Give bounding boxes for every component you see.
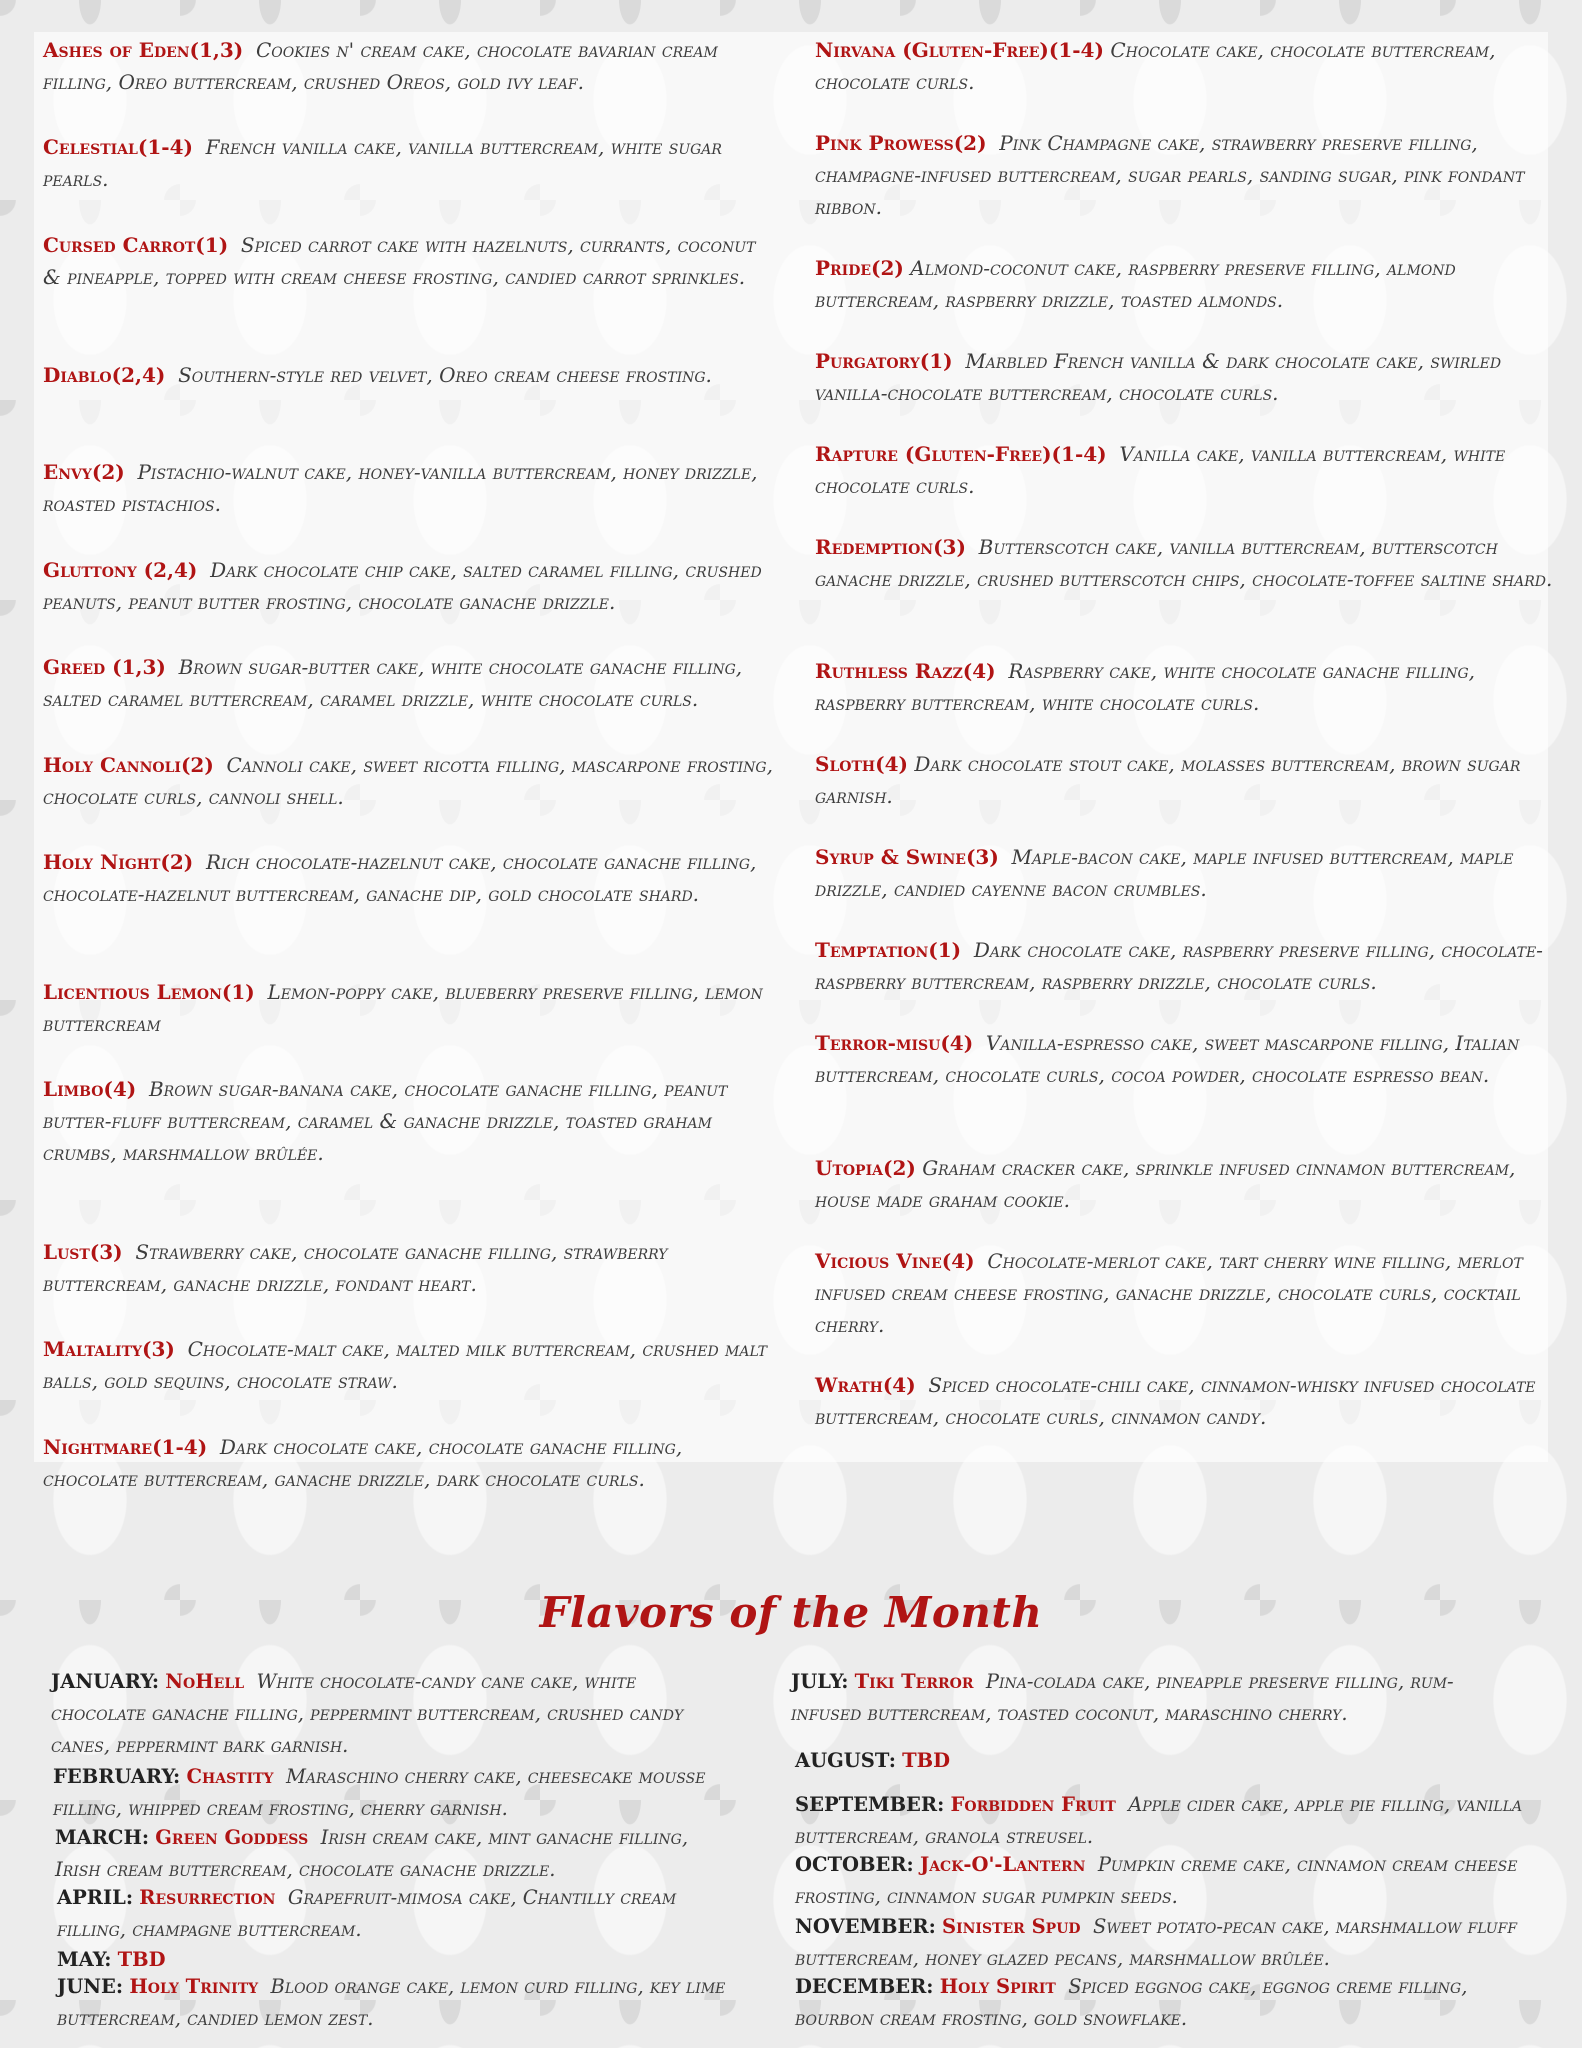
monthly-flavor-name: Jack-O'-Lantern — [919, 1853, 1086, 1876]
flavor-description: Butterscotch cake, vanilla buttercream, butterscotch ganache drizzle, crushed butterscotch chips, chocolate-toffee saltine shard. — [815, 535, 1553, 591]
flavor-description: Chocolate-malt cake, malted milk buttercream, crushed malt balls, gold sequins, chocolate straw. — [43, 1337, 767, 1393]
flavor-item — [43, 359, 712, 391]
flavor-description: Dark chocolate cake, chocolate ganache filling, chocolate buttercream, ganache drizzle, dark chocolate curls. — [43, 1435, 683, 1491]
month-item — [795, 1911, 1525, 1975]
flavor-item — [43, 1073, 773, 1169]
flavor-description: Brown sugar-banana cake, chocolate ganache filling, peanut butter-fluff buttercream, caramel & ganache drizzle, toasted graham crumbs, marshmallow brûlée. — [43, 1077, 728, 1165]
flavor-item — [815, 934, 1555, 998]
flavor-name: Sloth(4) — [815, 752, 908, 776]
month-label: MAY: — [57, 1948, 112, 1971]
flavor-item — [43, 1236, 773, 1300]
flavor-item — [43, 651, 773, 715]
monthly-flavor-name: TBD — [902, 1749, 950, 1772]
month-label: JUNE: — [57, 1975, 124, 1998]
flavor-name: Wrath(4) — [815, 1373, 916, 1397]
flavor-item — [815, 345, 1555, 409]
flavor-item — [815, 655, 1555, 719]
flavor-description: Brown sugar-butter cake, white chocolate ganache filling, salted caramel buttercream, caramel drizzle, white chocolate curls. — [43, 655, 743, 711]
month-item — [57, 1882, 737, 1946]
flavor-description: Pistachio-walnut cake, honey-vanilla buttercream, honey drizzle, roasted pistachios. — [43, 460, 758, 516]
flavor-description: Cookies n' cream cake, chocolate bavarian cream filling, Oreo buttercream, crushed Oreos, gold ivy leaf. — [43, 38, 718, 94]
monthly-flavor-name: Green Goddess — [155, 1826, 309, 1849]
flavor-name: Diablo(2,4) — [43, 363, 166, 387]
section-title: Flavors of the Month — [539, 1588, 1043, 1637]
flavor-name: Nightmare(1-4) — [43, 1435, 208, 1459]
flavor-description: Strawberry cake, chocolate ganache filling, strawberry buttercream, ganache drizzle, fondant heart. — [43, 1240, 668, 1296]
flavor-item — [815, 748, 1555, 812]
flavor-description: Southern-style red velvet, Oreo cream cheese frosting. — [178, 363, 712, 387]
flavor-name: Envy(2) — [43, 460, 125, 484]
monthly-flavor-description: Apple cider cake, apple pie filling, vanilla buttercream, granola streusel. — [795, 1793, 1523, 1848]
flavor-description: Dark chocolate cake, raspberry preserve filling, chocolate-raspberry buttercream, raspberry drizzle, chocolate curls. — [815, 938, 1543, 994]
monthly-flavor-name: Chastity — [186, 1765, 274, 1788]
flavor-description: Rich chocolate-hazelnut cake, chocolate ganache filling, chocolate-hazelnut buttercream, ganache dip, gold chocolate shard. — [43, 850, 757, 906]
flavor-item — [815, 34, 1555, 98]
month-label: APRIL: — [57, 1886, 134, 1909]
monthly-flavor-description: Pumpkin creme cake, cinnamon cream cheese frosting, cinnamon sugar pumpkin seeds. — [795, 1853, 1518, 1908]
flavor-item — [43, 554, 773, 618]
monthly-flavor-name: Forbidden Fruit — [950, 1793, 1116, 1816]
monthly-flavor-description: Grapefruit-mimosa cake, Chantilly cream filling, champagne buttercream. — [57, 1886, 677, 1941]
flavor-item — [43, 34, 773, 98]
month-label: FEBRUARY: — [53, 1765, 181, 1788]
month-label: OCTOBER: — [795, 1853, 914, 1876]
month-item — [795, 1789, 1525, 1853]
flavor-description: Vanilla cake, vanilla buttercream, white chocolate curls. — [815, 442, 1506, 498]
flavor-item — [815, 1027, 1555, 1091]
month-item — [55, 1822, 735, 1886]
monthly-flavor-description: White chocolate-candy cane cake, white chocolate ganache filling, peppermint buttercream, crushed candy canes, peppermint bark garnish. — [51, 1670, 684, 1757]
flavor-item — [815, 1245, 1555, 1341]
month-label: AUGUST: — [795, 1749, 896, 1772]
flavor-name: Rapture (Gluten-Free)(1-4) — [815, 442, 1107, 466]
flavor-item — [43, 749, 773, 813]
flavor-description: Pink Champagne cake, strawberry preserve filling, champagne-infused buttercream, sugar pearls, sanding sugar, pink fondant ribbon. — [815, 131, 1525, 219]
flavor-name: Terror-misu(4) — [815, 1031, 974, 1055]
monthly-flavor-name: Sinister Spud — [942, 1915, 1081, 1938]
month-item — [795, 1971, 1525, 2035]
flavor-item — [43, 846, 773, 910]
flavor-description: French vanilla cake, vanilla buttercream, white sugar pearls. — [43, 135, 722, 191]
monthly-flavor-description: Sweet potato-pecan cake, marshmallow fluff buttercream, honey glazed pecans, marshmallow brûlée. — [795, 1915, 1518, 1970]
flavor-description: Spiced chocolate-chili cake, cinnamon-whisky infused chocolate buttercream, chocolate curls, cinnamon candy. — [815, 1373, 1536, 1429]
flavor-name: Greed (1,3) — [43, 655, 166, 679]
flavor-item — [43, 976, 773, 1040]
flavor-description: Almond-coconut cake, raspberry preserve filling, almond buttercream, raspberry drizzle, toasted almonds. — [815, 256, 1456, 312]
month-item — [51, 1666, 731, 1762]
month-label: JULY: — [791, 1670, 849, 1693]
flavor-item — [815, 438, 1555, 502]
flavor-description: Vanilla-espresso cake, sweet mascarpone filling, Italian buttercream, chocolate curls, cocoa powder, chocolate espresso bean. — [815, 1031, 1520, 1087]
flavor-name: Pink Prowess(2) — [815, 131, 987, 155]
flavor-description: Chocolate-merlot cake, tart cherry wine filling, merlot infused cream cheese frosting, ganache drizzle, chocolate curls, cocktail cherry. — [815, 1249, 1523, 1337]
flavor-item — [43, 131, 773, 195]
flavor-item — [43, 456, 773, 520]
month-item — [57, 1971, 737, 2035]
flavor-name: Purgatory(1) — [815, 349, 953, 373]
monthly-flavor-name: TBD — [117, 1948, 166, 1971]
flavor-name: Celestial(1-4) — [43, 135, 193, 159]
flavor-description: Dark chocolate chip cake, salted caramel filling, crushed peanuts, peanut butter frosting, chocolate ganache drizzle. — [43, 558, 762, 614]
flavor-name: Maltality(3) — [43, 1337, 175, 1361]
flavor-description: Cannoli cake, sweet ricotta filling, mascarpone frosting, chocolate curls, cannoli shell. — [43, 753, 773, 809]
flavor-name: Vicious Vine(4) — [815, 1249, 975, 1273]
flavor-description: Dark chocolate stout cake, molasses buttercream, brown sugar garnish. — [815, 752, 1521, 808]
flavor-name: Nirvana (Gluten-Free)(1-4) — [815, 38, 1104, 62]
month-label: MARCH: — [55, 1826, 150, 1849]
monthly-flavor-name: Resurrection — [139, 1886, 276, 1909]
month-item — [795, 1745, 1525, 1777]
month-label: SEPTEMBER: — [795, 1793, 945, 1816]
flavor-item — [815, 841, 1555, 905]
flavor-description: Marbled French vanilla & dark chocolate cake, swirled vanilla-chocolate buttercream, chocolate curls. — [815, 349, 1502, 405]
flavor-item — [815, 252, 1555, 316]
flavor-item — [43, 229, 773, 293]
flavor-name: Gluttony (2,4) — [43, 558, 198, 582]
flavor-description: Raspberry cake, white chocolate ganache filling, raspberry buttercream, white chocolate curls. — [815, 659, 1476, 715]
month-label: DECEMBER: — [795, 1975, 934, 1998]
flavor-name: Temptation(1) — [815, 938, 962, 962]
flavor-name: Pride(2) — [815, 256, 904, 280]
flavor-item — [43, 1431, 773, 1495]
month-label: NOVEMBER: — [795, 1915, 936, 1938]
monthly-flavor-name: Tiki Terror — [854, 1670, 974, 1693]
monthly-flavor-description: Spiced eggnog cake, eggnog creme filling, bourbon cream frosting, gold snowflake. — [795, 1975, 1468, 2030]
month-item — [791, 1666, 1521, 1730]
flavor-item — [43, 1333, 773, 1397]
monthly-flavor-name: NoHell — [165, 1670, 245, 1693]
flavor-item — [815, 1369, 1555, 1433]
monthly-flavor-description: Maraschino cherry cake, cheesecake mousse filling, whipped cream frosting, cherry garnish. — [53, 1765, 706, 1820]
flavor-name: Limbo(4) — [43, 1077, 137, 1101]
flavor-description: Graham cracker cake, sprinkle infused cinnamon buttercream, house made graham cookie. — [815, 1156, 1516, 1212]
flavor-description: Lemon-poppy cake, blueberry preserve filling, lemon buttercream — [43, 980, 763, 1036]
monthly-flavor-description: Pina-colada cake, pineapple preserve filling, rum-infused buttercream, toasted coconut, maraschino cherry. — [791, 1670, 1454, 1725]
month-label: JANUARY: — [51, 1670, 160, 1693]
flavor-name: Licentious Lemon(1) — [43, 980, 255, 1004]
month-item — [795, 1849, 1525, 1913]
flavor-name: Redemption(3) — [815, 535, 966, 559]
monthly-flavor-name: Holy Trinity — [129, 1975, 259, 1998]
flavor-name: Ashes of Eden(1,3) — [43, 38, 244, 62]
flavor-description: Chocolate cake, chocolate buttercream, chocolate curls. — [815, 38, 1496, 94]
monthly-flavor-description: Irish cream cake, mint ganache filling, Irish cream buttercream, chocolate ganache drizzle. — [55, 1826, 689, 1881]
flavor-item — [815, 127, 1555, 223]
monthly-flavor-name: Holy Spirit — [939, 1975, 1056, 1998]
flavor-description: Maple-bacon cake, maple infused buttercream, maple drizzle, candied cayenne bacon crumbles. — [815, 845, 1514, 901]
flavor-name: Utopia(2) — [815, 1156, 916, 1180]
month-item — [53, 1761, 733, 1825]
flavor-item — [815, 1152, 1555, 1216]
flavor-name: Lust(3) — [43, 1240, 123, 1264]
flavor-name: Holy Night(2) — [43, 850, 194, 874]
flavor-name: Syrup & Swine(3) — [815, 845, 999, 869]
flavor-name: Ruthless Razz(4) — [815, 659, 996, 683]
flavor-name: Cursed Carrot(1) — [43, 233, 229, 257]
monthly-flavor-description: Blood orange cake, lemon curd filling, key lime buttercream, candied lemon zest. — [57, 1975, 726, 2030]
flavor-item — [815, 531, 1555, 595]
flavor-name: Holy Cannoli(2) — [43, 753, 214, 777]
flavor-description: Spiced carrot cake with hazelnuts, currants, coconut & pineapple, topped with cream cheese frosting, candied carrot sprinkles. — [43, 233, 756, 289]
